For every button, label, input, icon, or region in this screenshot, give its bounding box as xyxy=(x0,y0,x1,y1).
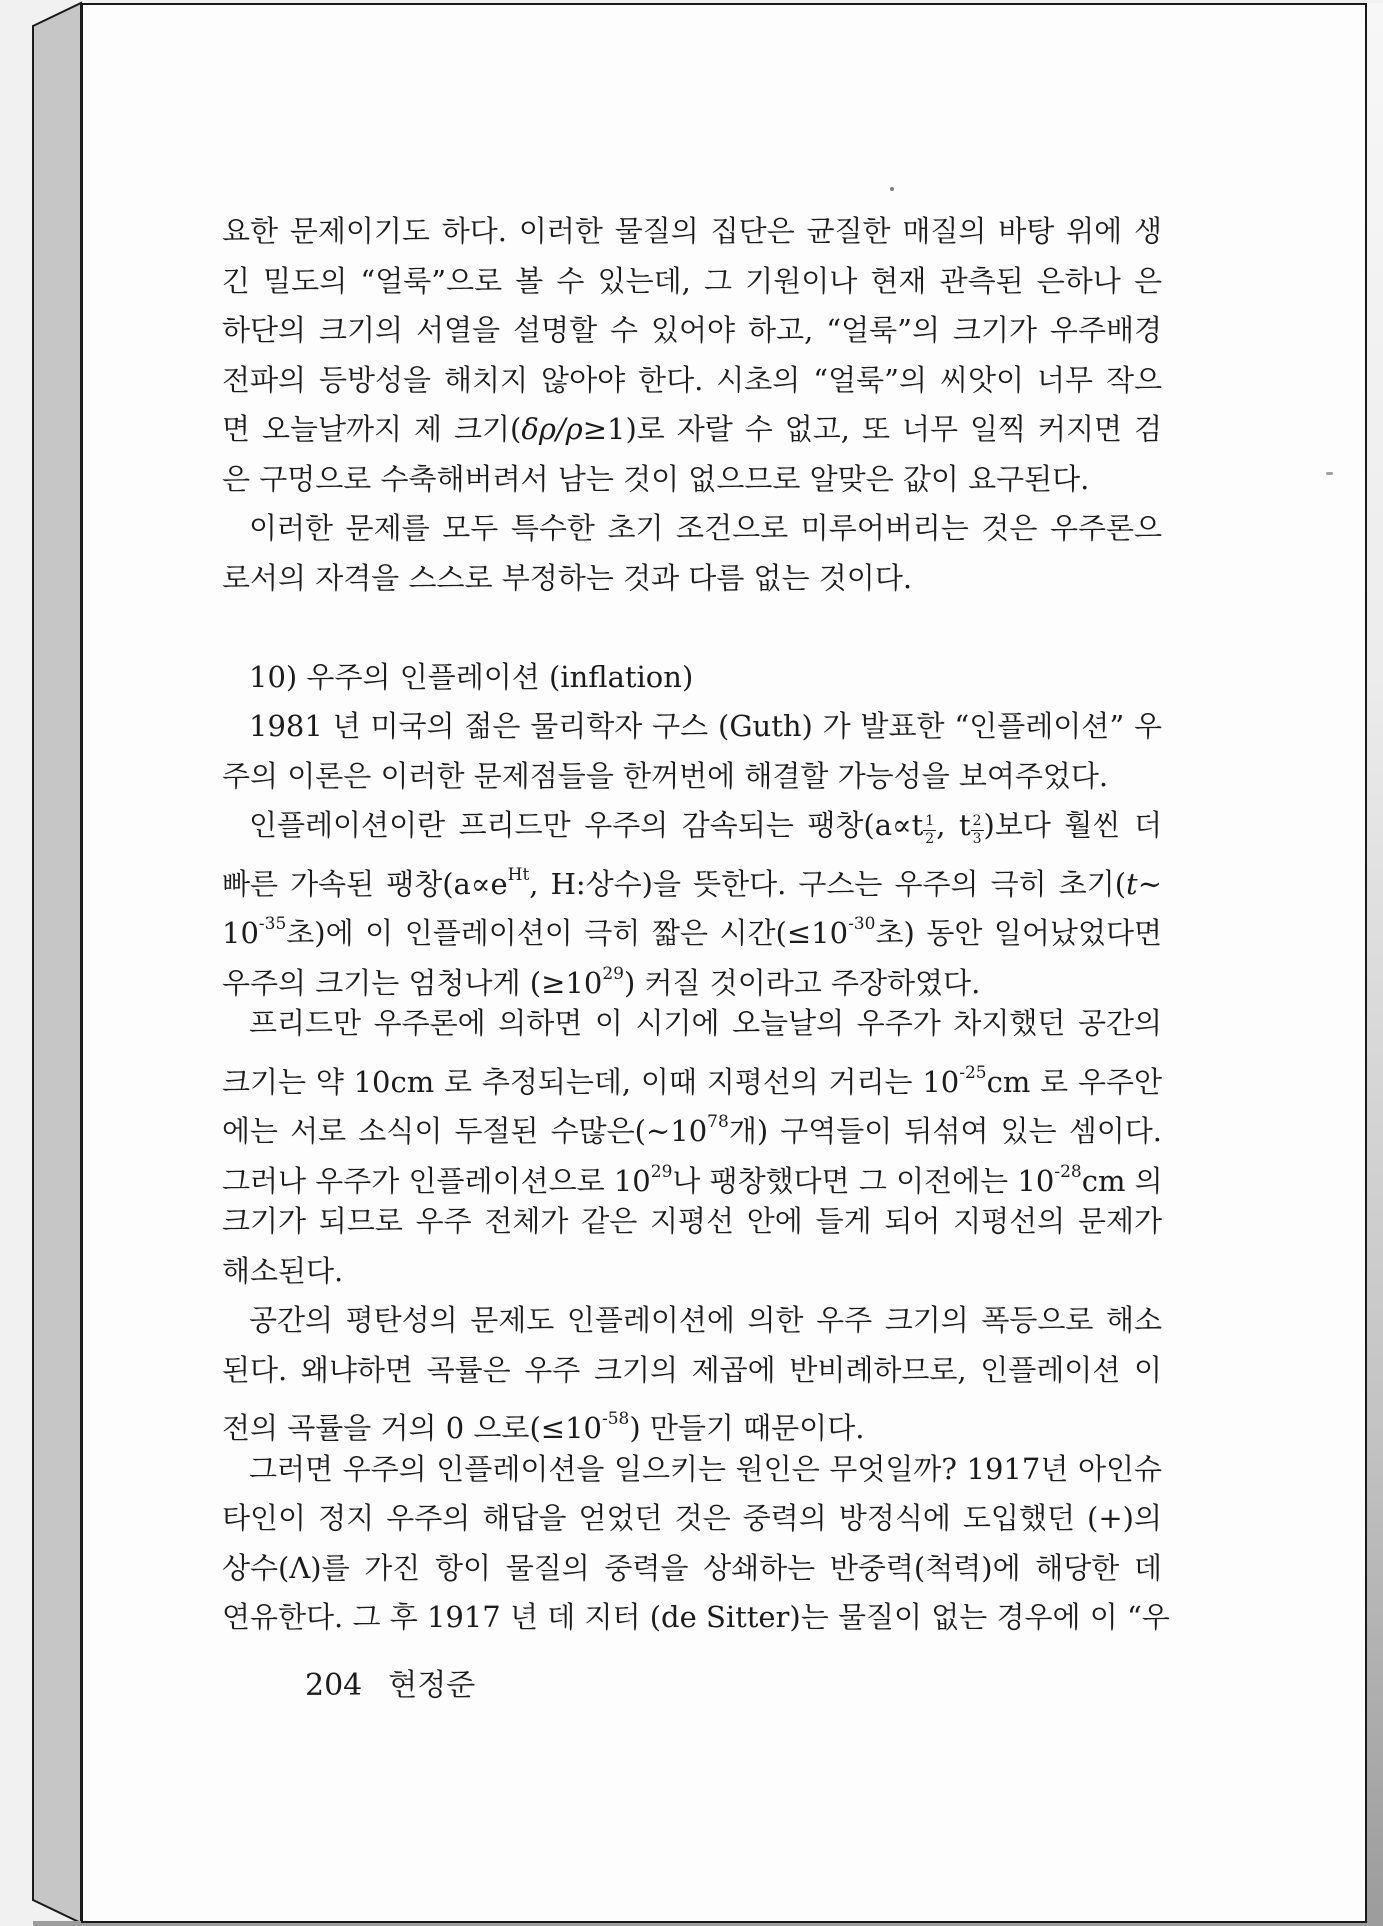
text-line: 전파의 등방성을 해치지 않아야 한다. 시초의 “얼룩”의 씨앗이 너무 작으 xyxy=(222,362,1162,397)
superscript: 29 xyxy=(602,963,624,984)
text-line: 프리드만 우주론에 의하면 이 시기에 오늘날의 우주가 차지했던 공간의 xyxy=(249,1006,1162,1040)
text-line: 로서의 자격을 스스로 부정하는 것과 다름 없는 것이다. xyxy=(222,560,913,595)
italic-symbol: δρ/ρ xyxy=(521,412,583,446)
running-author: 현정준 xyxy=(388,1668,476,1703)
section-heading: 10) 우주의 인플레이션 (inflation) xyxy=(249,659,694,694)
superscript: -28 xyxy=(1054,1161,1082,1182)
fraction-exponent: $\frac{2}{3}$ xyxy=(972,813,982,847)
text-line: 빠른 가속된 팽창($a\propto e^{Ht}$, H:상수)을 뜻한다. 구스는 우주의 극히 초기(t~ xyxy=(222,864,1162,901)
page-stack-edge xyxy=(33,3,81,1923)
text-line: 그러면 우주의 인플레이션을 일으키는 원인은 무엇일까? 1917년 아인슈 xyxy=(249,1451,1162,1486)
text-line: 크기는 약 10cm 로 추정되는데, 이때 지평선의 거리는 $10^{-25}cm$ 로 우주안 xyxy=(222,1062,1162,1099)
page-footer xyxy=(305,1660,475,1704)
text-line: 해소된다. xyxy=(222,1253,344,1288)
text-line: 에는 서로 소식이 두절된 수많은($\sim 10^{78}$개) 구역들이 뒤섞여 있는 셈이다. xyxy=(222,1112,1162,1148)
text-line: 전의 곡률을 거의 0 으로$(\le 10^{-58})$ 만들기 때문이다. xyxy=(222,1409,865,1445)
text-line: 우주의 크기는 엄청나게 $(\ge 10^{29})$ 커질 것이라고 주장하였다. xyxy=(222,963,981,1000)
text-line: $10^{-35}$초)에 이 인플레이션이 극히 짧은 시간($\le 10^{-30}$초) 동안 일어났었다면 xyxy=(222,914,1162,950)
text-line: 은 구멍으로 수축해버려서 남는 것이 없으므로 알맞은 값이 요구된다. xyxy=(222,461,1090,496)
text-line: 된다. 왜냐하면 곡률은 우주 크기의 제곱에 반비례하므로, 인플레이션 이 xyxy=(222,1352,1162,1387)
book-page xyxy=(81,3,1367,1923)
superscript: 29 xyxy=(650,1161,673,1182)
text-line: 연유한다. 그 후 1917 년 데 지터 (de Sitter)는 물질이 없는 경우에 이 “우 xyxy=(222,1600,1170,1634)
italic-symbol: t xyxy=(1126,866,1138,901)
superscript: Ht xyxy=(507,864,530,885)
text-line: 요한 문제이기도 하다. 이러한 물질의 집단은 균질한 매질의 바탕 위에 생 xyxy=(222,214,1162,248)
page-text-block xyxy=(222,207,1170,1643)
superscript: -30 xyxy=(848,914,876,934)
text-line: 하단의 크기의 서열을 설명할 수 있어야 하고, “얼룩”의 크기가 우주배경 xyxy=(222,313,1162,347)
superscript: -58 xyxy=(601,1409,630,1429)
text-line: 주의 이론은 이러한 문제점들을 한꺼번에 해결할 가능성을 보여주었다. xyxy=(222,758,1109,793)
text-line: 이러한 문제를 모두 특수한 초기 조건으로 미루어버리는 것은 우주론으 xyxy=(249,511,1162,545)
page-right-shadow xyxy=(1367,3,1383,1921)
scan-speck xyxy=(1326,472,1333,475)
text-line: 크기가 되므로 우주 전체가 같은 지평선 안에 들게 되어 지평선의 문제가 xyxy=(222,1204,1162,1238)
text-line: 공간의 평탄성의 문제도 인플레이션에 의한 우주 크기의 폭등으로 해소 xyxy=(249,1303,1162,1337)
text-line: 상수(Λ)를 가진 항이 물질의 중력을 상쇄하는 반중력(척력)에 해당한 데 xyxy=(222,1550,1162,1585)
text-line: 1981 년 미국의 젊은 물리학자 구스 (Guth) 가 발표한 “인플레이션” 우 xyxy=(249,709,1162,743)
text-line: 타인이 정지 우주의 해답을 얻었던 것은 중력의 방정식에 도입했던 (+)의 xyxy=(222,1501,1162,1535)
text-line: 그러나 우주가 인플레이션으로 $10^{29}$나 팽창했다면 그 이전에는 $10^{-28}cm$ 의 xyxy=(222,1161,1163,1198)
fraction-exponent: $\frac{1}{2}$ xyxy=(925,813,935,847)
text-line: 긴 밀도의 “얼룩”으로 볼 수 있는데, 그 기원이나 현재 관측된 은하나 은 xyxy=(222,263,1162,298)
page-number: 204 xyxy=(305,1668,363,1703)
superscript: -35 xyxy=(258,914,287,934)
superscript: -25 xyxy=(959,1062,987,1083)
superscript: 78 xyxy=(707,1112,729,1132)
text-line: 면 오늘날까지 제 크기(δρ/ρ≥1)로 자랄 수 없고, 또 너무 일찍 커지면 검 xyxy=(222,412,1162,446)
text-line: 인플레이션이란 프리드만 우주의 감속되는 팽창(a∝t $\frac{1}{2}$ , t $\frac{2}{3}$ )보다 훨씬 더 xyxy=(249,808,1162,847)
scan-speck xyxy=(890,187,894,191)
